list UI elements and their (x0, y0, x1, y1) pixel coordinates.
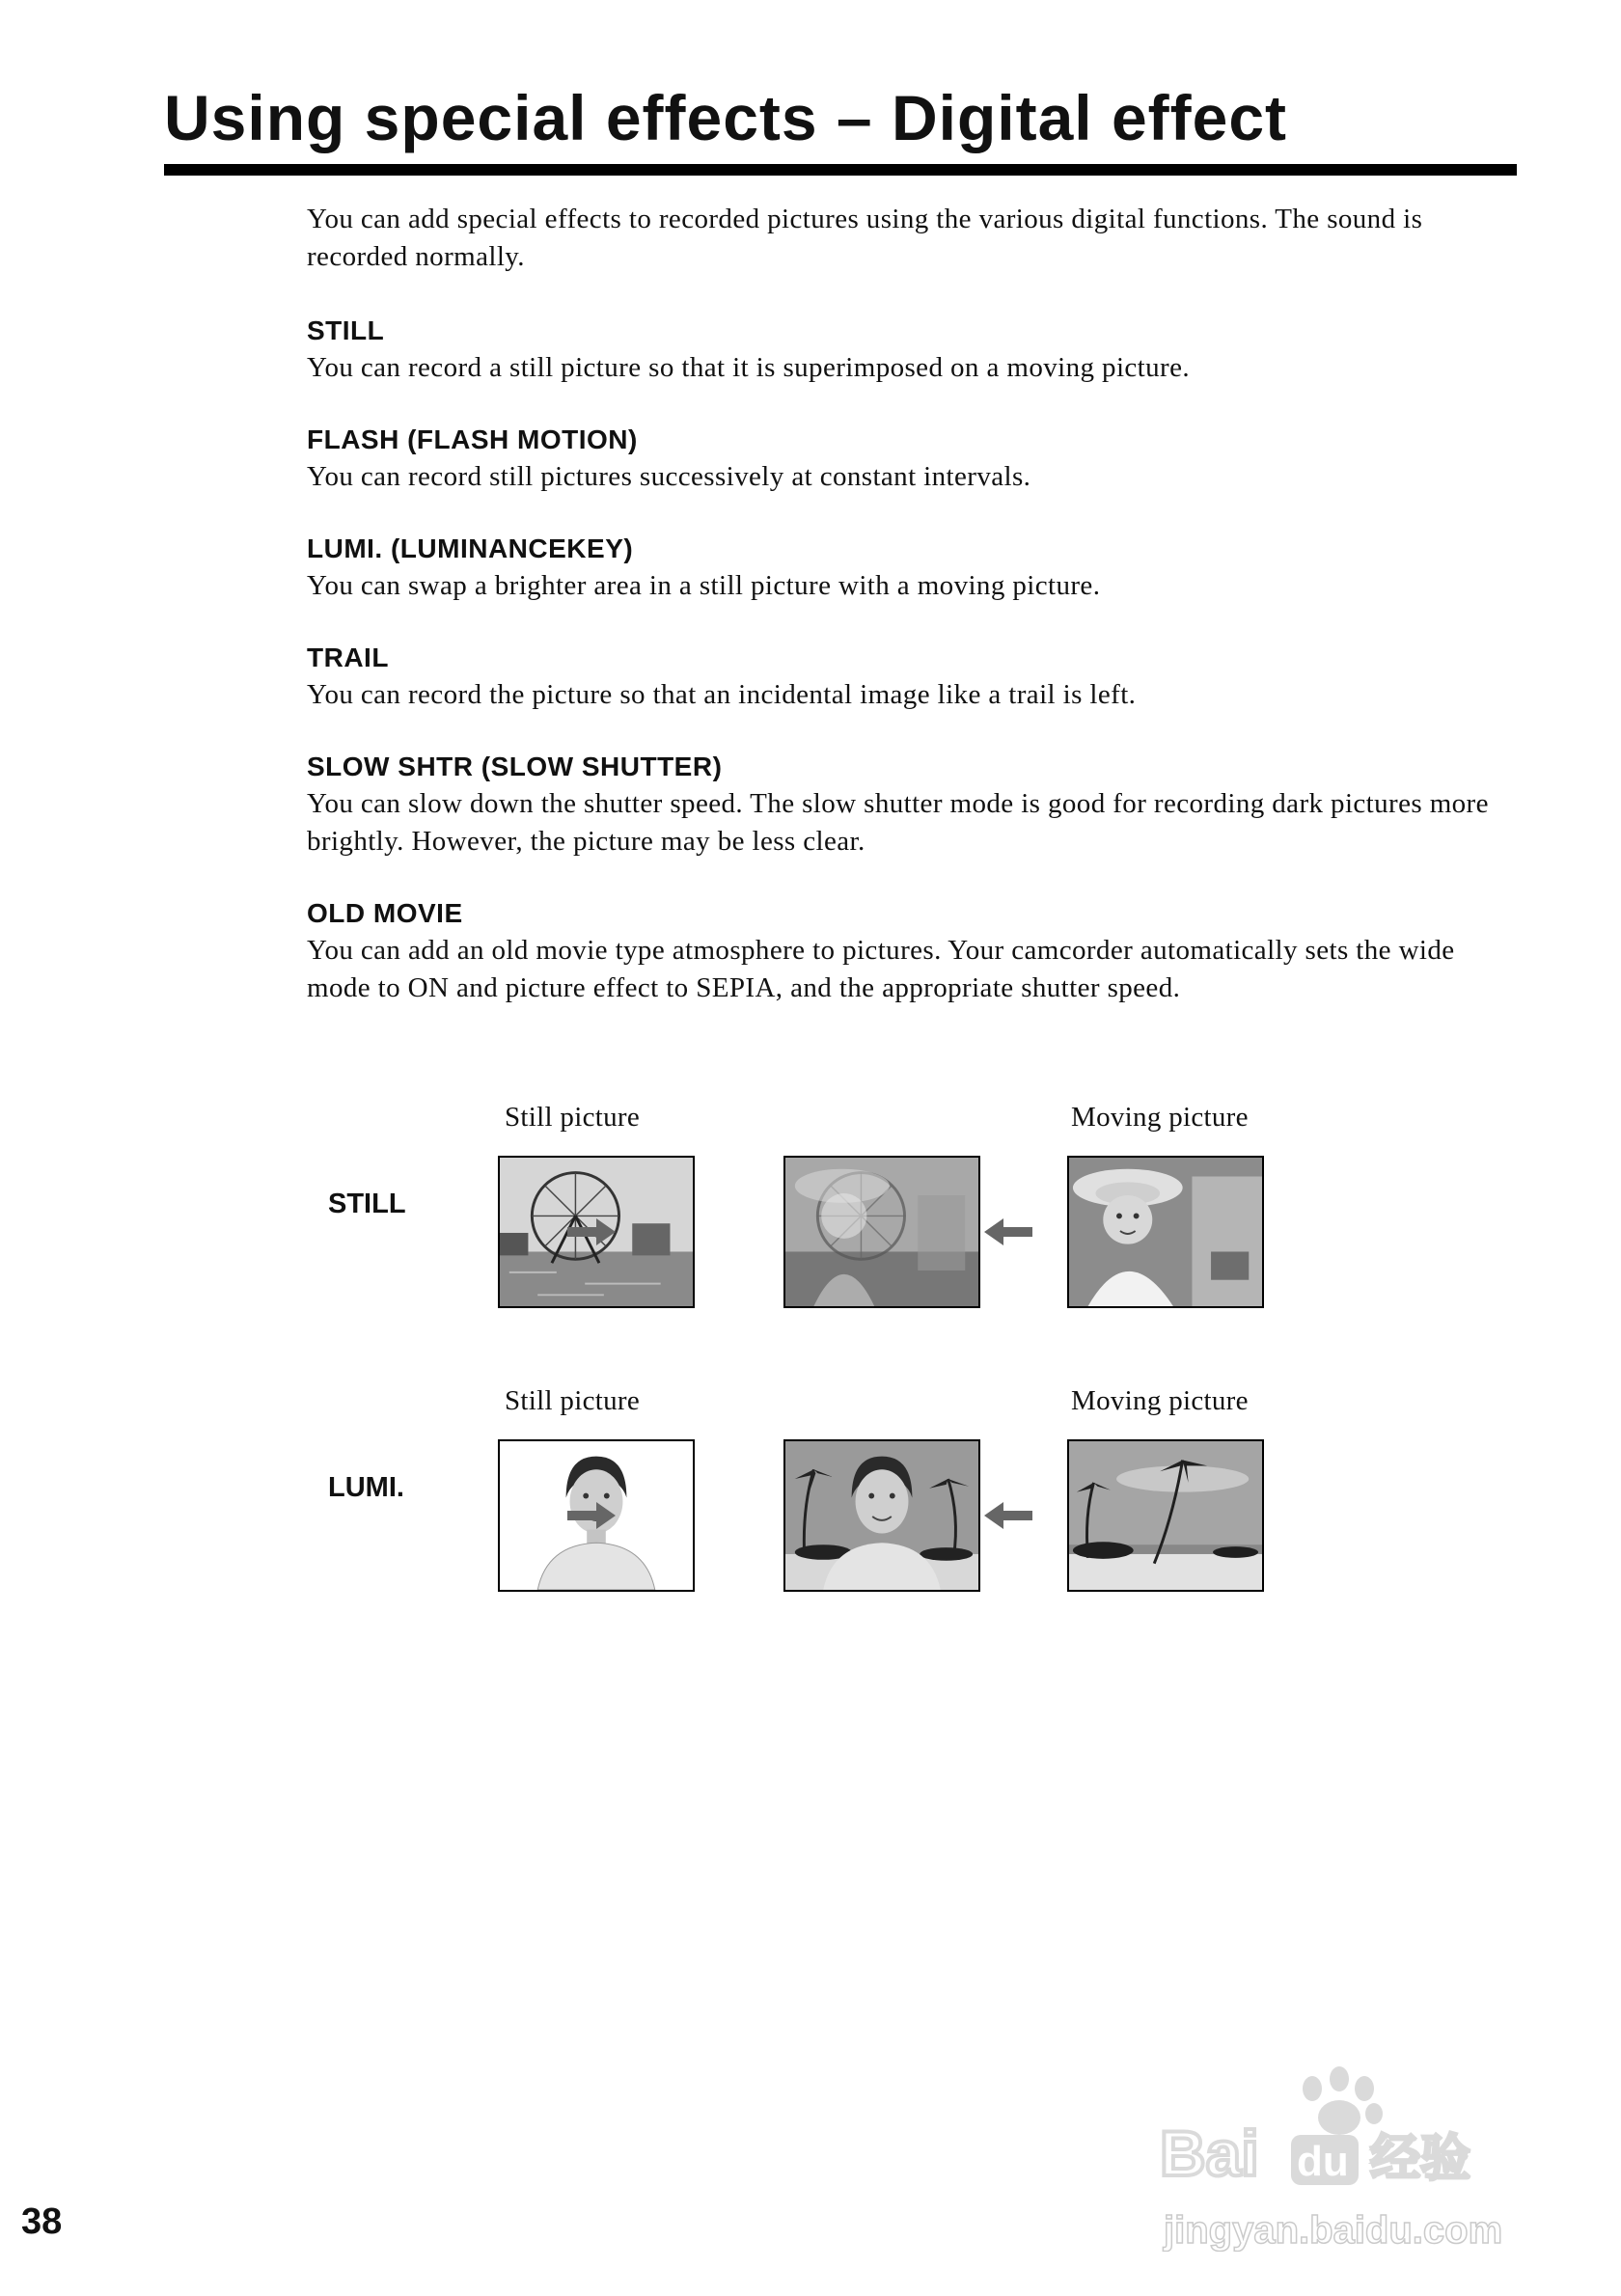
section-heading: SLOW SHTR (SLOW SHUTTER) (307, 752, 723, 781)
title-rule (164, 164, 1517, 176)
still-row-label: STILL (328, 1189, 406, 1219)
section-body: You can record a still picture so that it is superimposed on a moving picture. (307, 352, 1191, 383)
section-old-movie (307, 895, 1523, 1007)
moving-picture-caption: Moving picture (1071, 1102, 1249, 1133)
beach-palm-image (1067, 1439, 1264, 1592)
girl-with-hat-image (1067, 1156, 1264, 1308)
intro-text: You can add special effects to recorded pictures using the various digital functions. The sound is recorded normally. (307, 204, 1423, 272)
section-heading: TRAIL (307, 642, 389, 672)
watermark-url: jingyan.baidu.com (1164, 2209, 1503, 2252)
page-number: 38 (21, 2201, 63, 2242)
still-diagram (328, 1102, 1293, 1353)
section-body: You can swap a brighter area in a still picture with a moving picture. (307, 570, 1101, 601)
svg-text:Bai: Bai (1160, 2118, 1259, 2189)
svg-text:du: du (1297, 2138, 1349, 2185)
section-body: You can record the picture so that an incidental image like a trail is left. (307, 679, 1137, 710)
arrow-left-icon (984, 1499, 1032, 1532)
content (307, 201, 1523, 1042)
composited-image (783, 1439, 980, 1592)
section-heading: OLD MOVIE (307, 898, 463, 928)
page-title: Using special effects – Digital effect (164, 82, 1288, 153)
lumi-row-label: LUMI. (328, 1472, 404, 1503)
lumi-diagram (328, 1385, 1293, 1636)
superimposed-image (783, 1156, 980, 1308)
section-heading: FLASH (FLASH MOTION) (307, 424, 638, 454)
section-still (307, 313, 1523, 387)
section-body: You can add an old movie type atmosphere to pictures. Your camcorder automatically sets the wide mode to ON and picture effect to SEPIA, and the appropriate shutter speed. (307, 935, 1455, 1003)
section-body: You can slow down the shutter speed. The slow shutter mode is good for recording dark pictures more brightly. However, the picture may be less clear. (307, 788, 1489, 857)
section-heading: STILL (307, 315, 385, 345)
section-body: You can record still pictures successively at constant intervals. (307, 461, 1031, 492)
arrow-left-icon (984, 1216, 1032, 1248)
still-picture-caption: Still picture (505, 1102, 641, 1133)
section-slow-shutter (307, 749, 1523, 861)
section-trail (307, 640, 1523, 714)
section-lumi (307, 531, 1523, 605)
section-heading: LUMI. (LUMINANCEKEY) (307, 533, 634, 563)
still-picture-caption: Still picture (505, 1385, 641, 1416)
arrow-right-icon (567, 1499, 616, 1532)
section-flash (307, 422, 1523, 496)
arrow-right-icon (567, 1216, 616, 1248)
moving-picture-caption: Moving picture (1071, 1385, 1249, 1416)
svg-text:经验: 经验 (1370, 2130, 1471, 2188)
